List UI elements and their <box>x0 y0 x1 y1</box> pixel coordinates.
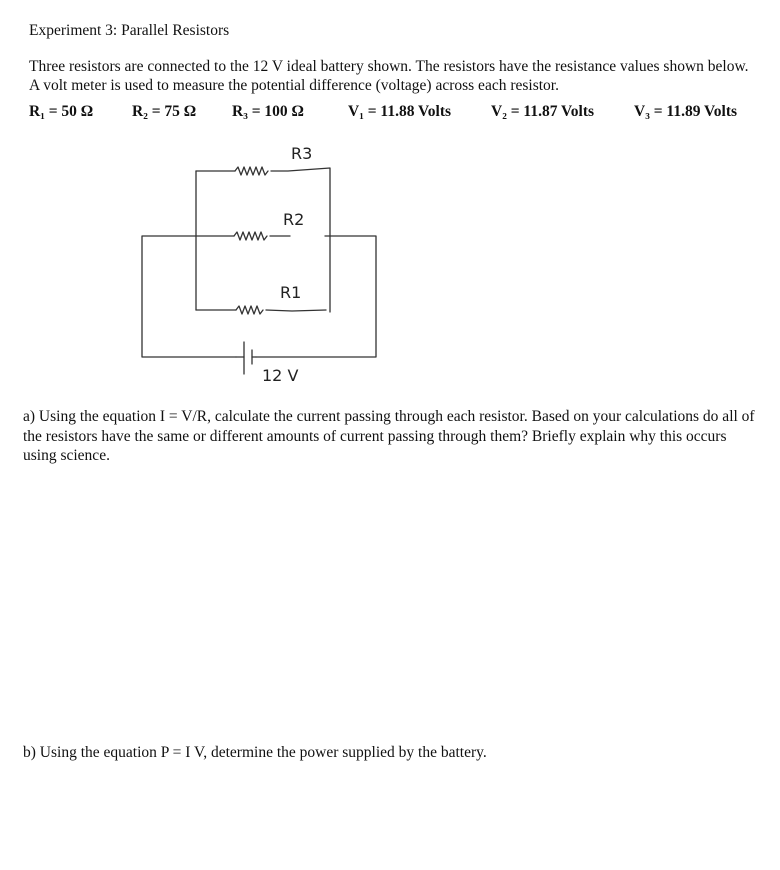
question-a: a) Using the equation I = V/R, calculate the current passing through each resistor. Based on your calculations do all of the resistors have the same or different amounts of current passing through them? Briefly explain why this occurs using science. <box>23 408 755 464</box>
resistor-r3 <box>235 167 268 175</box>
question-b: b) Using the equation P = I V, determine the power supplied by the battery. <box>23 744 487 761</box>
value-r3: R₃ = 100 Ω <box>232 103 304 120</box>
value-r2: R₂ = 75 Ω <box>132 103 197 120</box>
resistor-r2 <box>234 232 267 240</box>
intro-paragraph: Three resistors are connected to the 12 V ideal battery shown. The resistors have the resistance values shown below. A volt meter is used to measure the potential difference (voltage) across each resistor. <box>29 58 749 94</box>
label-battery: 12 V <box>262 366 299 385</box>
label-r3: R3 <box>291 144 313 163</box>
label-r1: R1 <box>280 283 302 302</box>
label-r2: R2 <box>283 210 305 229</box>
wire-outer-left <box>142 236 236 357</box>
value-v1: V₁ = 11.88 Volts <box>348 103 452 120</box>
wire-r1-right <box>266 310 326 311</box>
page-title: Experiment 3: Parallel Resistors <box>29 22 230 39</box>
circuit-diagram <box>0 0 780 400</box>
resistor-r1 <box>236 306 263 314</box>
wire-outer-right <box>256 236 376 357</box>
value-v2: V₂ = 11.87 Volts <box>491 103 595 120</box>
value-r1: R₁ = 50 Ω <box>29 103 94 120</box>
value-v3: V₃ = 11.89 Volts <box>634 103 738 120</box>
